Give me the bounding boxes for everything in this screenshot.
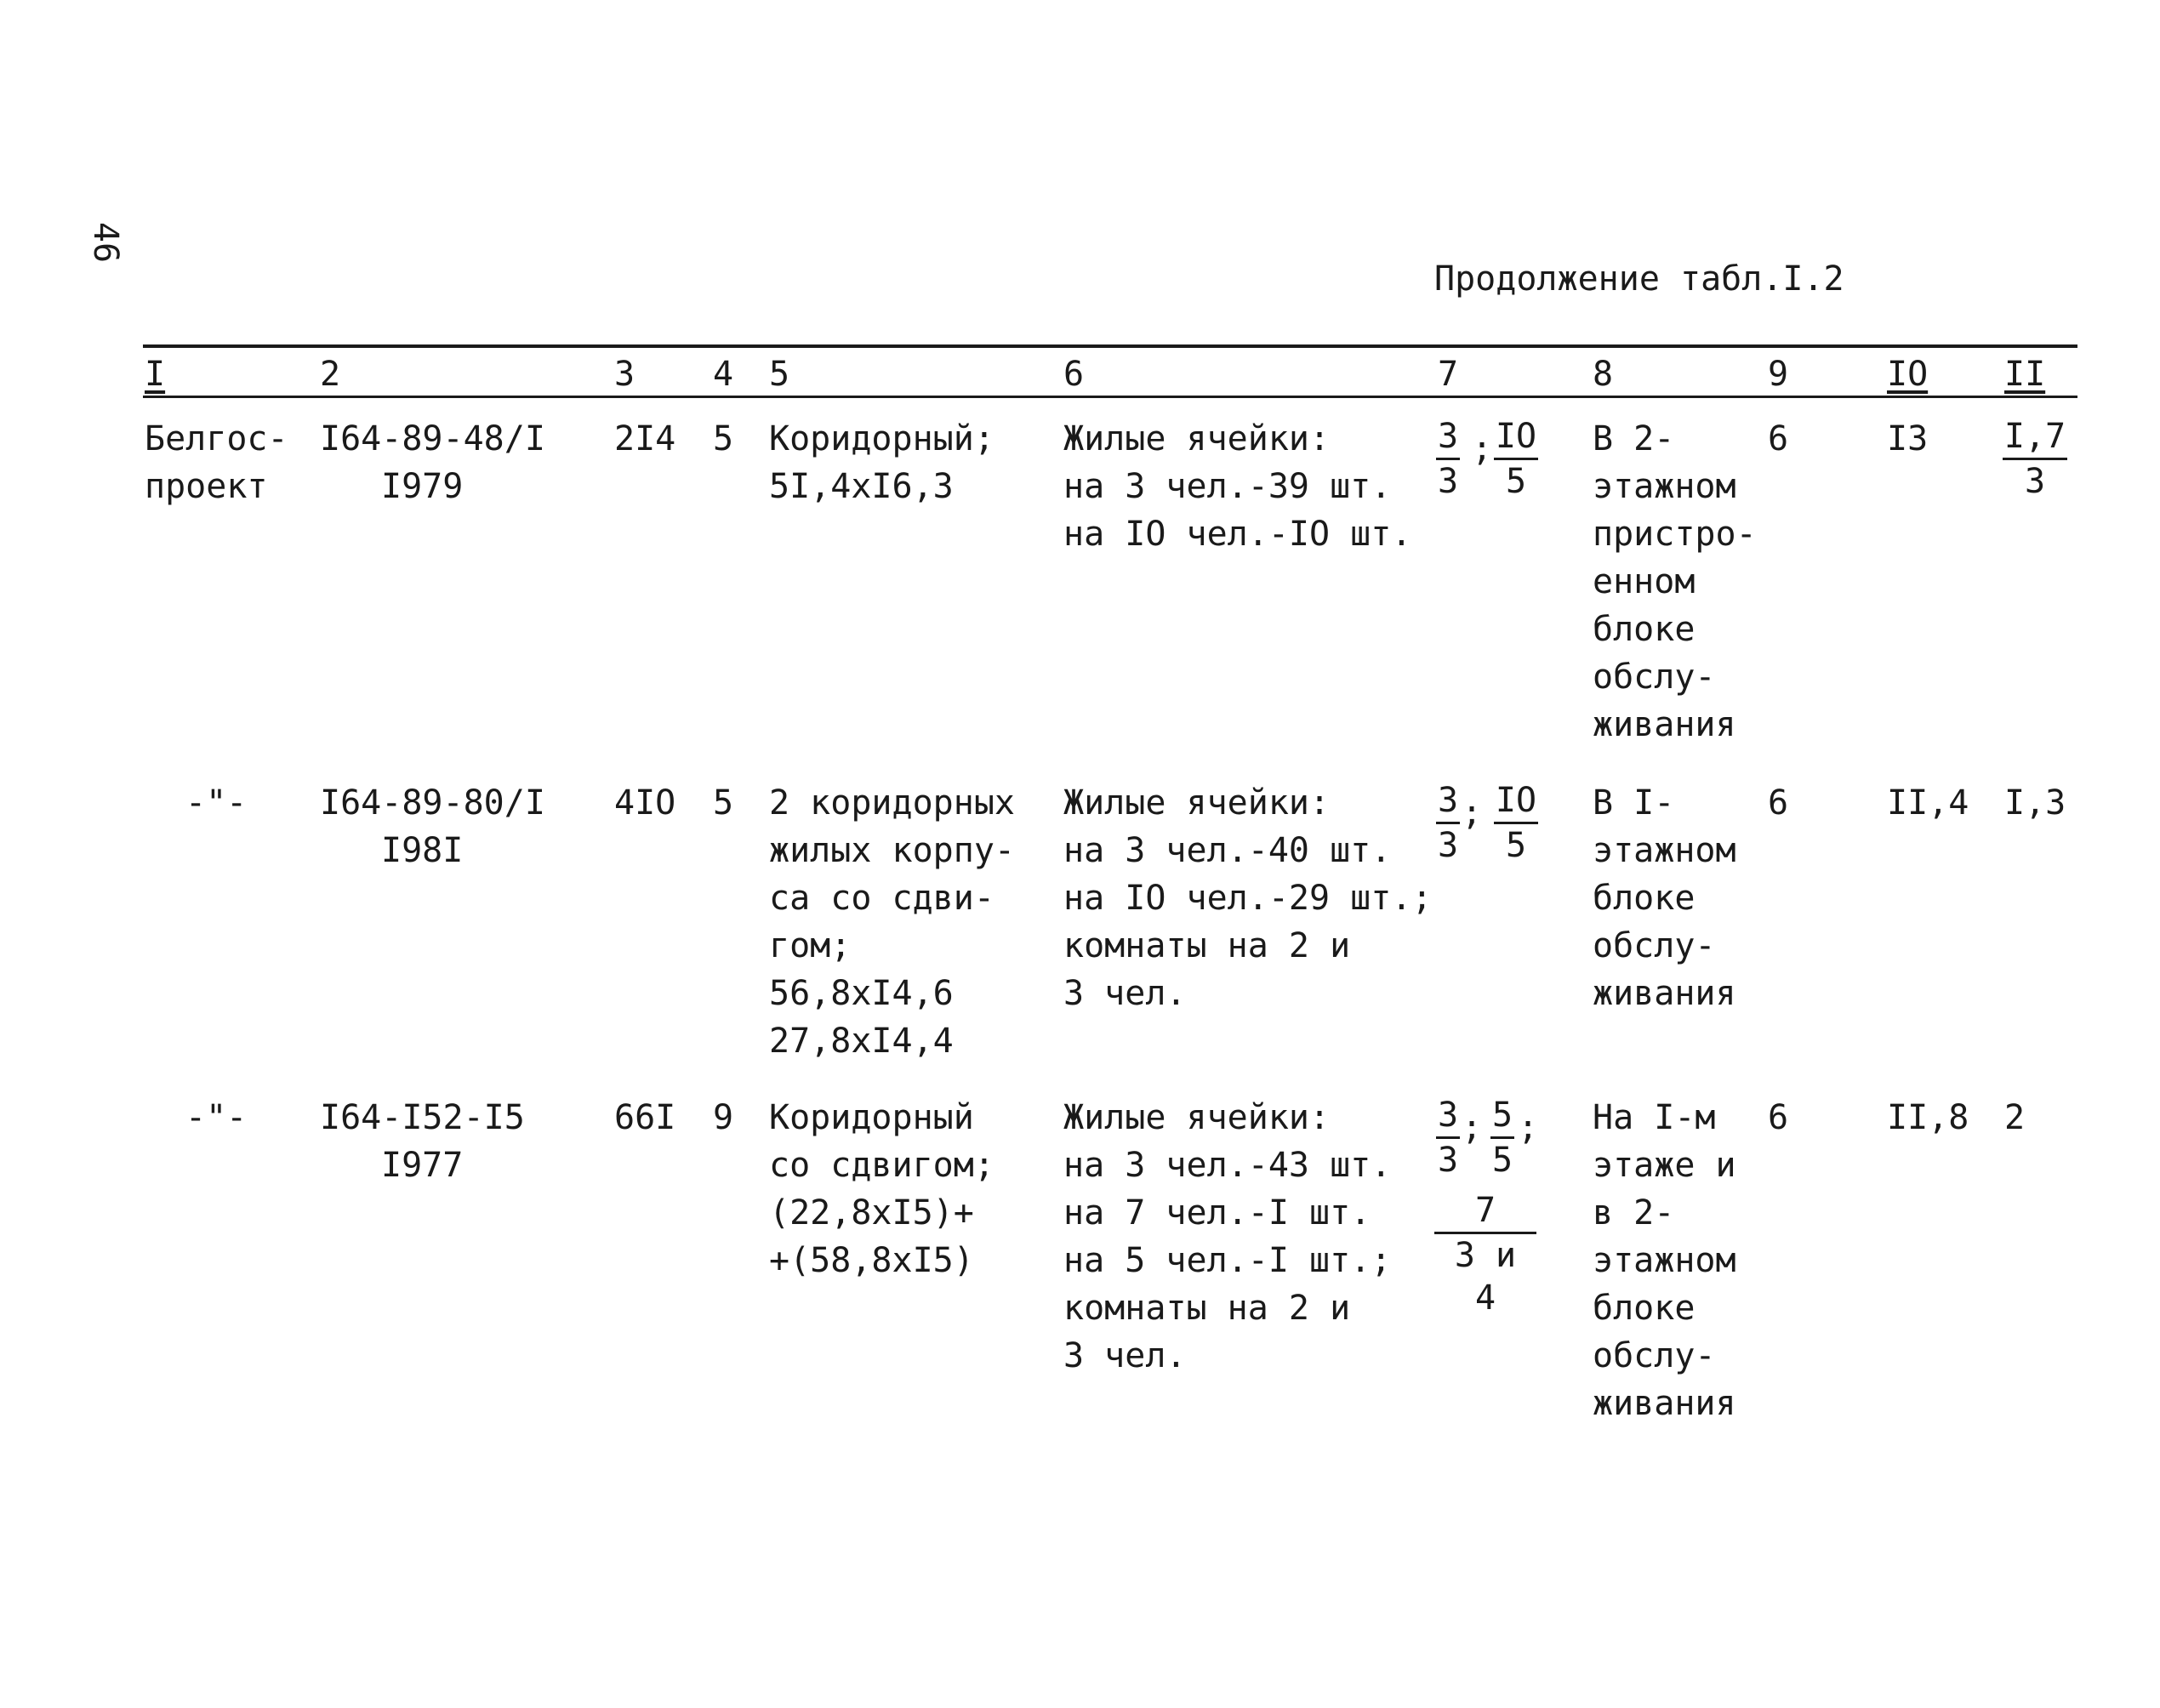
header-col-5: 5 [769,355,790,394]
fraction-2: $\frac{IO}{5}$ [1495,417,1537,501]
header-col-6: 6 [1063,355,1085,394]
cell-col-9: 6 [1768,1098,1789,1137]
cell-service-block: В I- этажном блоке обслу- живания [1593,783,1736,1013]
fraction-3: 7 3 и 4 [1434,1189,1536,1319]
cell-service-block: В 2- этажном пристро- енном блоке обслу- живания [1593,419,1757,744]
fraction-1: $\frac{3}{3}$ [1437,781,1459,865]
header-col-2: 2 [320,355,341,394]
cell-organization: Белгос- проект [145,419,288,506]
header-col-11: II [2004,355,2046,394]
cell-col-9: 6 [1768,419,1789,458]
cell-col-11: I,3 [2004,783,2066,823]
cell-col-10: II,8 [1887,1098,1969,1137]
cell-col-11: 2 [2004,1098,2026,1137]
fraction-separator: ; [1518,1108,1539,1147]
cell-col-3: 4IO [614,783,676,823]
cell-project-code: I64-89-80/I I98I [320,783,545,870]
cell-floors: 9 [713,1098,734,1137]
cell-col-10: II,4 [1887,783,1969,823]
cell-project-code: I64-89-48/I I979 [320,419,545,506]
header-col-9: 9 [1768,355,1789,394]
cell-layout: Коридорный; 5I,4xI6,3 [769,419,995,506]
fraction-2: $\frac{5}{5}$ [1491,1096,1513,1180]
cell-cells-description: Жилые ячейки: на 3 чел.-40 шт. на IO чел.-29 шт.; комнаты на 2 и 3 чел. [1063,783,1433,1013]
cell-cells-description: Жилые ячейки: на 3 чел.-39 шт. на IO чел.-IO шт. [1063,419,1412,554]
header-col-3: 3 [614,355,635,394]
cell-layout: Коридорный со сдвигом; (22,8xI5)+ +(58,8xI5) [769,1098,995,1280]
table-header-rule [143,396,2077,398]
table-top-rule [143,344,2077,348]
header-col-4: 4 [713,355,734,394]
fraction-separator: ; [1472,430,1493,469]
fraction-2: $\frac{IO}{5}$ [1495,781,1537,865]
header-col-10: IO [1887,355,1929,394]
cell-project-code: I64-I52-I5 I977 [320,1098,525,1185]
header-col-1: I [145,355,166,394]
cell-floors: 5 [713,419,734,458]
cell-organization: -"- [185,783,248,823]
cell-col-3: 2I4 [614,419,676,458]
cell-col-10: I3 [1887,419,1929,458]
header-col-7: 7 [1438,355,1459,394]
cell-col-3: 66I [614,1098,676,1137]
fraction-col-11: $\frac{I,7}{3}$ [2003,417,2066,501]
fraction-separator: ; [1462,1108,1483,1147]
table-caption: Продолжение табл.I.2 [1434,259,1844,299]
cell-cells-description: Жилые ячейки: на 3 чел.-43 шт. на 7 чел.-I шт. на 5 чел.-I шт.; комнаты на 2 и 3 чел. [1063,1098,1392,1375]
cell-service-block: На I-м этаже и в 2- этажном блоке обслу- живания [1593,1098,1736,1423]
cell-organization: -"- [185,1098,248,1137]
cell-col-9: 6 [1768,783,1789,823]
page-number: 46 [86,221,126,264]
fraction-1: $\frac{3}{3}$ [1437,1096,1459,1180]
cell-layout: 2 коридорных жилых корпу- са со сдви- гом; 56,8xI4,6 27,8xI4,4 [769,783,1015,1061]
fraction-separator: ; [1462,794,1483,833]
fraction-1: $\frac{3}{3}$ [1437,417,1459,501]
cell-floors: 5 [713,783,734,823]
header-col-8: 8 [1593,355,1614,394]
